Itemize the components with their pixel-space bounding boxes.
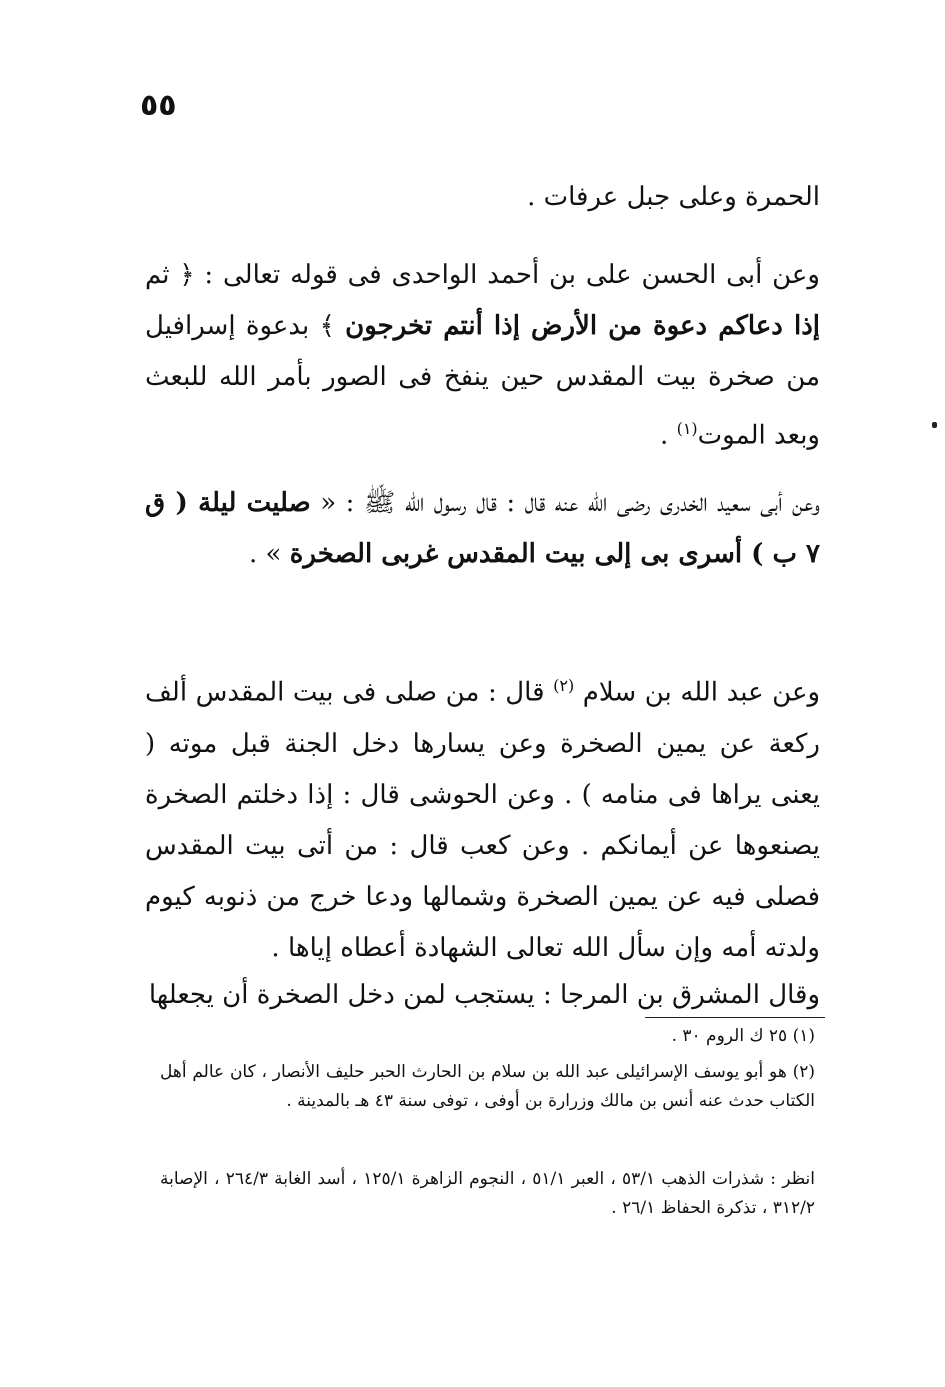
scan-edge-mark bbox=[932, 422, 937, 428]
footnote-ref-1: (١) bbox=[676, 419, 698, 438]
paragraph-4-intro: وعن عبد الله بن سلام bbox=[582, 677, 821, 708]
footnote-2: (٢) هو أبو يوسف الإسرائيلى عبد الله بن سلام بن الحارث الحبر حليف الأنصار ، كان عالم أهل الكتاب حدث عنه أنس بن مالك وزرارة بن أوفى ، توفى سنة ٤٣ هـ بالمدينة . bbox=[160, 1062, 815, 1111]
footnote-1: (١) ٢٥ ك الروم ٣٠ . bbox=[671, 1026, 815, 1046]
paragraph-3-end: » . bbox=[249, 539, 282, 569]
page-number: ٥٥ bbox=[140, 88, 177, 123]
paragraph-2-intro: وعن أبى الحسن على بن أحمد الواحدى فى قوله تعالى : ﴿ ثم bbox=[145, 260, 820, 290]
paragraph-3 bbox=[145, 478, 820, 580]
paragraph-4 bbox=[145, 660, 820, 974]
paragraph-3-intro: وعن أبى سعيد الخدرى رضى الله عنه قال : قال رسول الله ﷺ : « bbox=[320, 488, 820, 518]
footnote-ref-2: (٢) bbox=[553, 676, 575, 695]
quran-verse: إذا دعاكم دعوة من الأرض إذا أنتم تخرجون bbox=[345, 311, 821, 341]
paragraph-1: الحمرة وعلى جبل عرفات . bbox=[527, 182, 820, 212]
paragraph-2 bbox=[145, 250, 820, 462]
hadith-quote: صليت ليلة ( ق ٧ ب ) أسرى بى إلى بيت المقدس غربى الصخرة bbox=[145, 488, 820, 569]
paragraph-2-body: ﴾ بدعوة إسرافيل من صخرة بيت المقدس حين ينفخ فى الصور بأمر الله للبعث وبعد الموت bbox=[145, 311, 820, 451]
footnote-3: انظر : شذرات الذهب ٥٣/١ ، العبر ٥١/١ ، النجوم الزاهرة ١٢٥/١ ، أسد الغابة ٢٦٤/٣ ، الإصابة ٣١٢/٢ ، تذكرة الحفاظ ٢٦/١ . bbox=[160, 1169, 815, 1218]
paragraph-5: وقال المشرق بن المرجا : يستجب لمن دخل الصخرة أن يجعلها bbox=[148, 980, 820, 1010]
paragraph-2-end: . bbox=[660, 420, 677, 451]
paragraph-4-body: قال : من صلى فى بيت المقدس ألف ركعة عن يمين الصخرة وعن يسارها دخل الجنة قبل موته ( يعنى يراها فى منامه ) . وعن الحوشى قال : إذا دخلتم الصخرة يصنعوها عن أيمانكم . وعن كعب قال : من أتى بيت المقدس فصلى فيه عن يمين الصخرة وشمالها ودعا خرج من ذنوبه كيوم ولدته أمه وإن سأل الله تعالى الشهادة أعطاه إياها . bbox=[145, 677, 820, 963]
footnote-divider bbox=[645, 1017, 825, 1018]
